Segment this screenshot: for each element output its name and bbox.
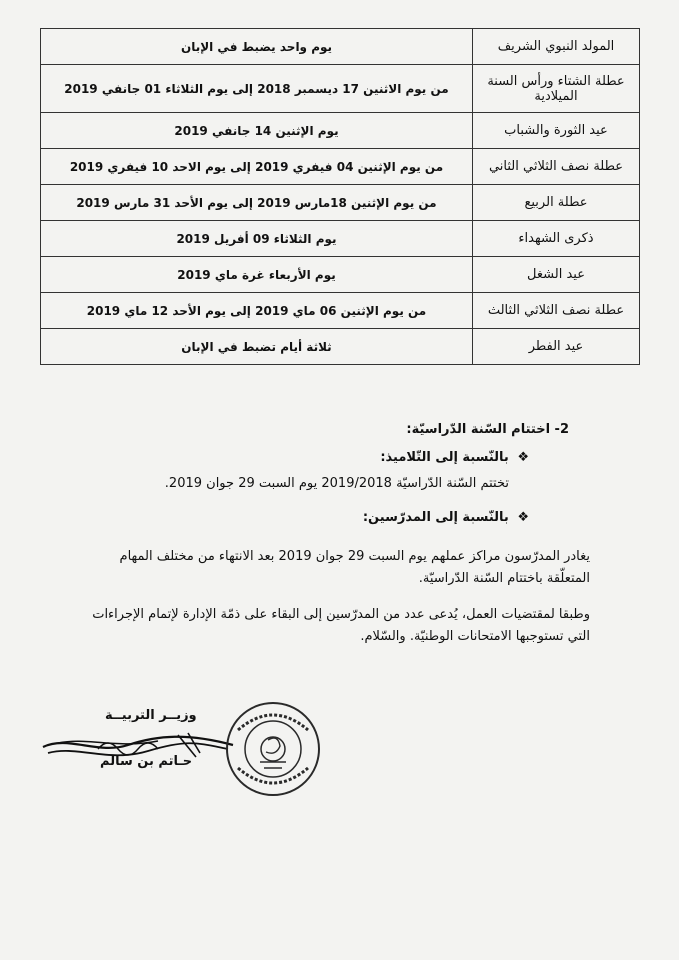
- teachers-label: بالنّسبة إلى المدرّسين:: [362, 510, 509, 525]
- holiday-name: عطلة نصف الثلاثي الثالث: [473, 293, 640, 329]
- official-seal-stamp: [224, 700, 322, 798]
- holiday-date: من يوم الإثنين 18مارس 2019 إلى يوم الأحد 31 مارس 2019: [41, 185, 473, 221]
- holiday-date: من يوم الإثنين 04 فيفري 2019 إلى يوم الاحد 10 فيفري 2019: [41, 149, 473, 185]
- holiday-name: عطلة الشتاء ورأس السنة الميلادية: [473, 65, 640, 113]
- pupils-label: بالنّسبة إلى التّلاميذ:: [380, 450, 509, 465]
- holiday-name: عيد الفطر: [473, 329, 640, 365]
- holiday-name: المولد النبوي الشريف: [473, 29, 640, 65]
- table-row: [41, 329, 640, 365]
- table-row: [41, 113, 640, 149]
- holiday-date: من يوم الإثنين 06 ماي 2019 إلى يوم الأحد 12 ماي 2019: [41, 293, 473, 329]
- signatory-title: وزيــر التربيــة: [105, 708, 197, 723]
- holiday-name: عطلة نصف الثلاثي الثاني: [473, 149, 640, 185]
- table-row: [41, 257, 640, 293]
- closing-paragraph: وطبقا لمقتضيات العمل، يُدعى عدد من المدرّسين إلى البقاء على ذمّة الإدارة لإتمام الإجراءات التي تستوجبها الامتحانات الوطنيّة. والسّلام.: [92, 607, 590, 644]
- holiday-date: يوم واحد يضبط في الإبان: [41, 29, 473, 65]
- body-paragraphs: [90, 546, 590, 662]
- holiday-date: يوم الإثنين 14 جانفي 2019: [41, 113, 473, 149]
- teachers-paragraph: يغادر المدرّسون مراكز عملهم يوم السبت 29 جوان 2019 بعد الانتهاء من مختلف المهام المتعلّقة باختتام السّنة الدّراسيّة.: [119, 549, 590, 586]
- holiday-name: عطلة الربيع: [473, 185, 640, 221]
- holidays-table: [40, 28, 640, 365]
- section-heading: 2- اختتام السّنة الدّراسيّة:: [406, 422, 569, 437]
- holiday-name: عيد الشغل: [473, 257, 640, 293]
- pupils-heading: [109, 448, 569, 468]
- signatory-name: حـاتم بن سالم: [100, 754, 193, 769]
- holiday-date: من يوم الاثنين 17 ديسمبر 2018 إلى يوم الثلاثاء 01 جانفي 2019: [41, 65, 473, 113]
- table-row: [41, 293, 640, 329]
- holiday-date: يوم الثلاثاء 09 أفريل 2019: [41, 221, 473, 257]
- teachers-heading: [109, 508, 569, 528]
- holiday-date: ثلاثة أيام تضبط في الإبان: [41, 329, 473, 365]
- table-row: [41, 221, 640, 257]
- table-row: [41, 149, 640, 185]
- pupils-text: تختتم السّنة الدّراسيّة 2019/2018 يوم السبت 29 جوان 2019.: [164, 476, 509, 491]
- table-row: [41, 185, 640, 221]
- holiday-name: عيد الثورة والشباب: [473, 113, 640, 149]
- bullet-icon: ❖: [517, 510, 529, 525]
- table-row: [41, 29, 640, 65]
- table-row: [41, 65, 640, 113]
- holiday-date: يوم الأربعاء غرة ماي 2019: [41, 257, 473, 293]
- holiday-name: ذكرى الشهداء: [473, 221, 640, 257]
- bullet-icon: ❖: [517, 450, 529, 465]
- school-year-closing-section: [109, 420, 569, 528]
